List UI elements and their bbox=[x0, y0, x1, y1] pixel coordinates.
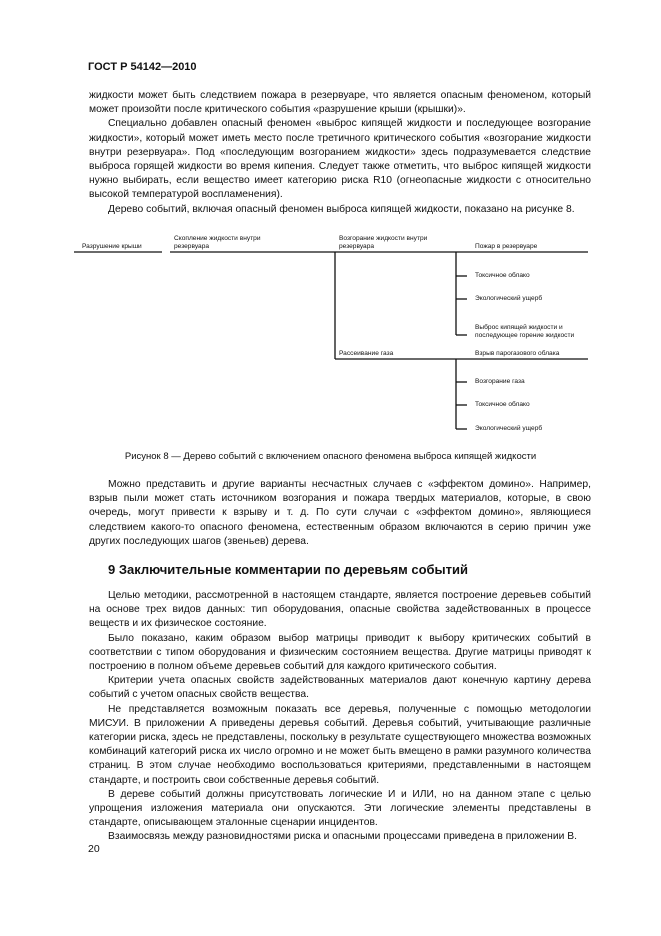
outcome: Экологический ущерб bbox=[475, 425, 543, 432]
page-number: 20 bbox=[88, 843, 100, 855]
document-header: ГОСТ Р 54142—2010 bbox=[88, 61, 197, 73]
paragraph: Критерии учета опасных свойств задействованных материалов дают конечную картину дерева событий с учетом опасных свойств вещества. bbox=[89, 675, 591, 701]
figure-caption: Рисунок 8 — Дерево событий с включением опасного феномена выброса кипящей жидкости bbox=[124, 451, 537, 462]
paragraph: В дереве событий должны присутствовать логические И и ИЛИ, но на данном этапе с целью упрощения изложения материала они опускаются. Эти логические элементы представлены в стандарте, описывающем эталонные сценарии инцидентов. bbox=[89, 788, 591, 829]
domino-text bbox=[89, 478, 591, 549]
paragraph: Было показано, каким образом выбор матрицы приводит к выбору критических событий в соответствии с типом оборудования и физическим состоянием вещества. Другие матрицы приводят к построению в полном объеме деревьев событий для каждого критического события. bbox=[89, 632, 591, 673]
paragraph: Взаимосвязь между разновидностями риска и опасными процессами приведена в приложении В. bbox=[108, 831, 577, 843]
outcome: Взрыв парогазового облака bbox=[475, 350, 560, 357]
section-text bbox=[89, 589, 591, 845]
paragraph: Не представляется возможным показать все деревья, полученные с помощью методологии МИСУИ. В приложении А приведены деревья событий. Деревья событий, учитывающие различные категории риска, здесь не представлены, поскольку в результате существующего множества возможных комбинаций категорий риска их число огромно и не может быть вмещено в рамки разумного количества страниц. В этом случае необходимо воспользоваться критериями, представленными в настоящем стандарте, и построить свои собственные деревья событий. bbox=[89, 703, 591, 786]
paragraph: Специально добавлен опасный феномен «выброс кипящей жидкости и последующее возгорание жидкости», который может иметь место после третичного критического события «возгорание жидкости внутри резервуара». Под «последующим возгоранием жидкости» здесь подразумевается следствие выброса горящей жидкости во время кипения. Следует также отметить, что выброс кипящей жидкости нужно выбирать, если вещество имеет категорию риска R10 (огнеопасные жидкости с относительно высокой температурой воспламенения). bbox=[89, 118, 591, 201]
section-heading: 9 Заключительные комментарии по деревьям событий bbox=[108, 562, 468, 577]
outcome: Возгорание газа bbox=[475, 378, 525, 385]
node-ignition: Возгорание жидкости внутри резервуара bbox=[339, 235, 428, 250]
paragraph: Можно представить и другие варианты несчастных случаев с «эффектом домино». Например, взрыв пыли может стать источником возгорания и пожара твердых материалов, которые, в свою очередь, могут привести к взрыву и т. д. По сути случаи с «эффектом домино», являющиеся следствием какого-то опасного феномена, естественным образом включаются в серию причин уже других последующих шагов (звеньев) дерева. bbox=[89, 479, 591, 547]
outcome: Выброс кипящей жидкости и последующее горение жидкости bbox=[475, 324, 575, 339]
outcome: Экологический ущерб bbox=[475, 295, 543, 302]
outcome: Токсичное облако bbox=[475, 401, 530, 408]
paragraph: Целью методики, рассмотренной в настоящем стандарте, является построение деревьев событий на основе трех видов данных: тип оборудования, опасные свойства задействованных в процессе веществ и их физическое состояние. bbox=[89, 590, 591, 630]
node-accumulation: Скопление жидкости внутри резервуара bbox=[174, 235, 261, 250]
node-roof-failure: Разрушение крыши bbox=[82, 243, 142, 250]
paragraph: жидкости может быть следствием пожара в резервуаре, что является опасным феноменом, который может произойти после критического события «разрушение крыши (крышки)». bbox=[89, 90, 591, 116]
node-gas-dispersion: Рассеивание газа bbox=[339, 350, 394, 357]
outcome: Пожар в резервуаре bbox=[475, 243, 538, 250]
paragraph: Дерево событий, включая опасный феномен выброса кипящей жидкости, показано на рисунке 8. bbox=[108, 203, 575, 215]
outcome: Токсичное облако bbox=[475, 272, 530, 279]
